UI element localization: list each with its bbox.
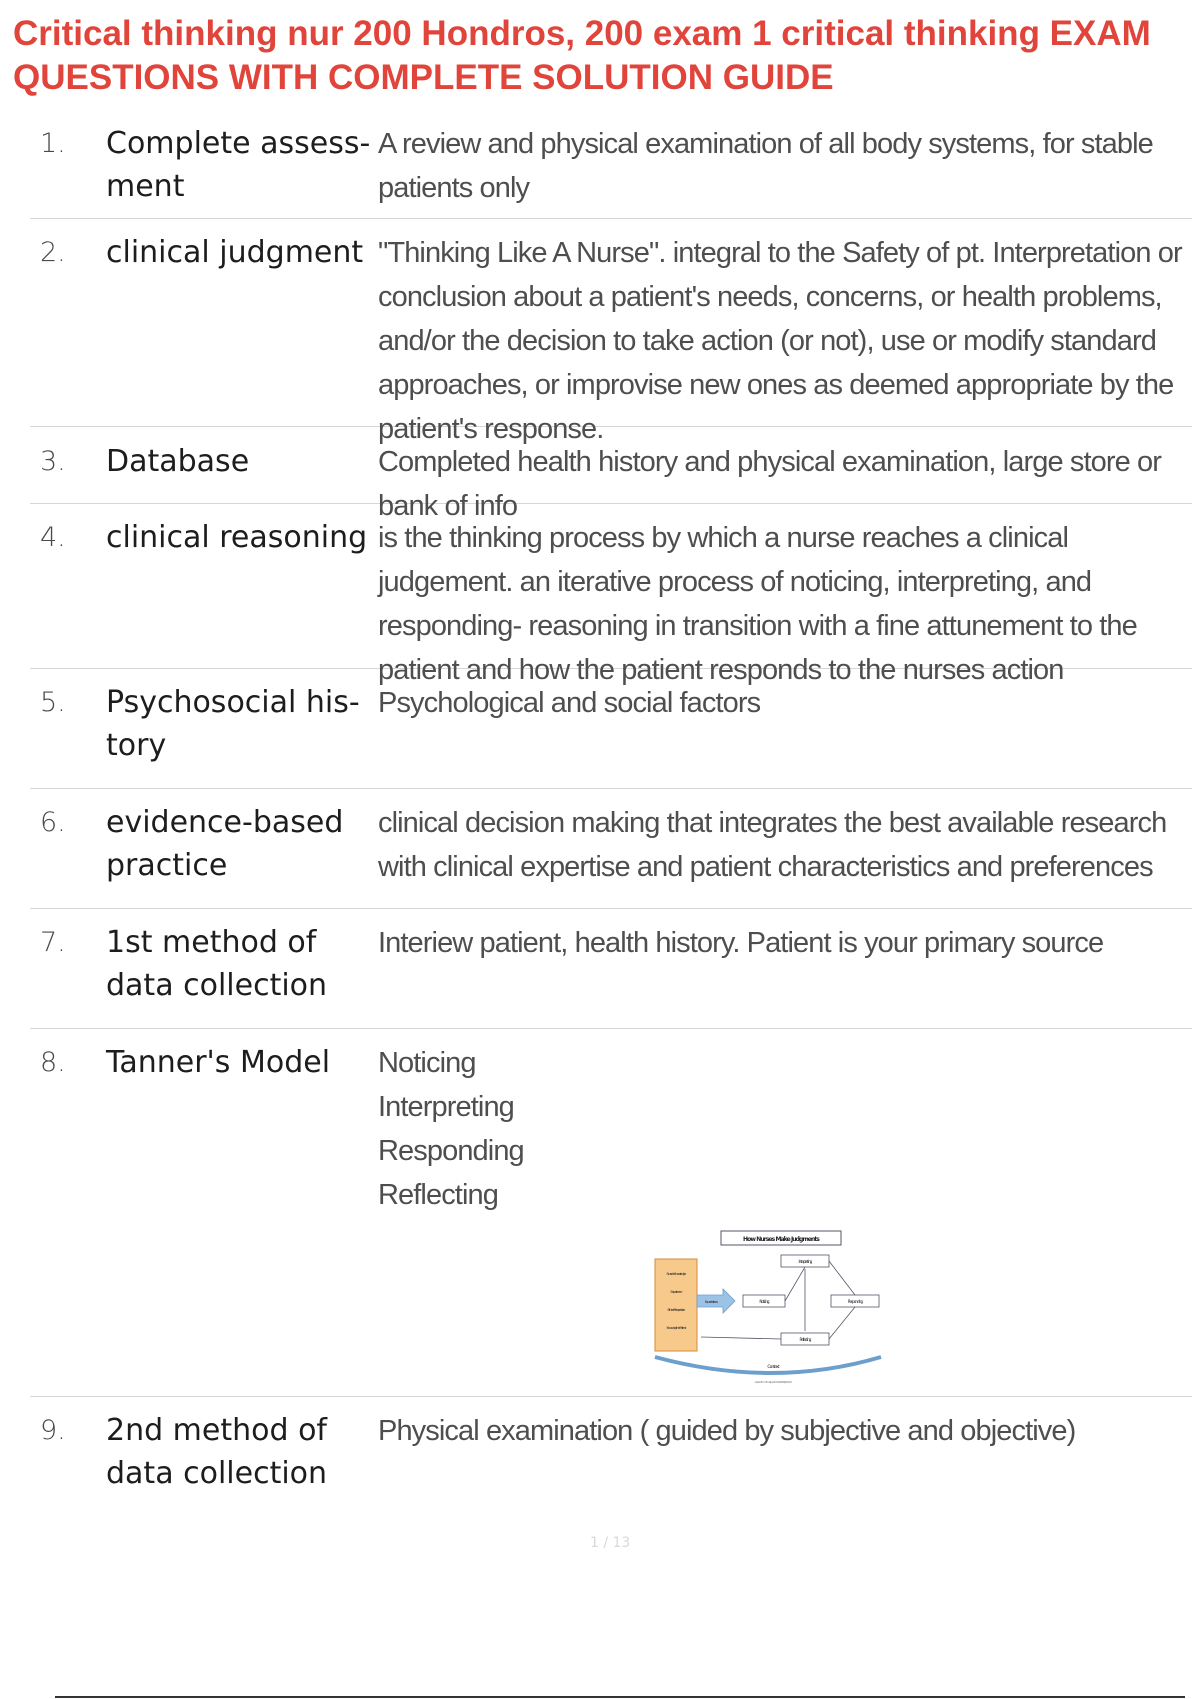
card-number: 5.	[40, 687, 66, 718]
card-definition: Interiew patient, health history. Patient is your primary source	[378, 927, 1104, 959]
card-1	[30, 122, 1192, 219]
card-term: Psychosocial his- tory	[106, 685, 360, 763]
knowledge-label-1: Nurse's Knowledge	[666, 1272, 686, 1276]
noticing-label: Noticing	[759, 1299, 769, 1304]
card-number: 7.	[40, 927, 66, 958]
responding-label: Responding	[847, 1299, 863, 1304]
reflecting-label: Reflecting	[799, 1337, 811, 1342]
card-6	[30, 789, 1192, 909]
card-8	[30, 1029, 1192, 1397]
card-term: Complete assess- ment	[106, 126, 371, 204]
card-term: clinical judgment	[106, 235, 364, 270]
card-definition: A review and physical examination of all body systems, for stable patients only	[378, 128, 1153, 204]
tanner-step-noticing: Noticing	[378, 1047, 476, 1079]
tanner-step-reflecting: Reflecting	[378, 1179, 498, 1211]
card-number: 9.	[40, 1415, 66, 1446]
card-term: 1st method of data collection	[106, 925, 328, 1003]
card-number: 6.	[40, 807, 66, 838]
card-number: 8.	[40, 1047, 66, 1078]
card-term: Tanner's Model	[106, 1045, 331, 1080]
interpreting-label: Interpreting	[798, 1259, 812, 1264]
context-label: Context	[767, 1365, 779, 1370]
document-title: Critical thinking nur 200 Hondros, 200 exam 1 critical thinking EXAM QUESTIONS WITH COMPLETE SOLUTION GUIDE	[13, 14, 1151, 97]
card-definition: Completed health history and physical examination, large store or bank of info	[378, 446, 1161, 522]
card-definition: clinical decision making that integrates the best available research with clinical expertise and patient characteristics and preferences	[378, 807, 1167, 883]
card-4	[30, 504, 1192, 686]
tanner-step-interpreting: Interpreting	[378, 1091, 514, 1123]
flashcard-list	[30, 122, 1192, 1507]
card-9	[30, 1397, 1192, 1507]
card-number: 2.	[40, 237, 66, 268]
card-5	[30, 669, 1192, 789]
card-7	[30, 909, 1192, 1029]
figure-title: How Nurses Make Judgments	[743, 1236, 819, 1243]
knowledge-label-2: Experience	[670, 1290, 682, 1294]
card-2	[30, 219, 1192, 445]
card-definition: "Thinking Like A Nurse". integral to the Safety of pt. Interpretation or conclusion about a patient's needs, concerns, or health problems, and/or the decision to take action (or not), use or modify standard approaches, or improvise new ones as deemed appropriate by the patient's response.	[378, 237, 1182, 445]
card-number: 3.	[40, 446, 66, 477]
knowledge-label-4: Knowing the Patient	[666, 1326, 686, 1330]
expectations-label: Expectations	[704, 1300, 718, 1304]
tanner-model-diagram	[653, 1229, 893, 1389]
card-term: 2nd method of data collection	[106, 1413, 328, 1491]
card-definition: Psychological and social factors	[378, 687, 761, 719]
knowledge-label-3: Ethical Perspective	[667, 1308, 685, 1312]
tanner-step-responding: Responding	[378, 1135, 524, 1167]
page-number: 1 / 13	[590, 1535, 631, 1551]
bottom-rule	[55, 1696, 1185, 1698]
card-definition: Physical examination ( guided by subjective and objective)	[378, 1415, 1076, 1447]
card-number: 4.	[40, 522, 66, 553]
figure-caption: Adapted from C. Tanner, J Nurs Educ 2006;45(6):204-211	[754, 1380, 792, 1384]
card-number: 1.	[40, 128, 66, 159]
card-term: evidence-based practice	[106, 805, 344, 883]
card-definition: is the thinking process by which a nurse reaches a clinical judgement. an iterative process of noticing, interpreting, and responding- reasoning in transition with a fine attunement to the patient and how the patient responds to the nurses action	[378, 522, 1137, 686]
card-term: Database	[106, 444, 250, 479]
card-term: clinical reasoning	[106, 520, 368, 555]
card-definition	[378, 1041, 1192, 1389]
